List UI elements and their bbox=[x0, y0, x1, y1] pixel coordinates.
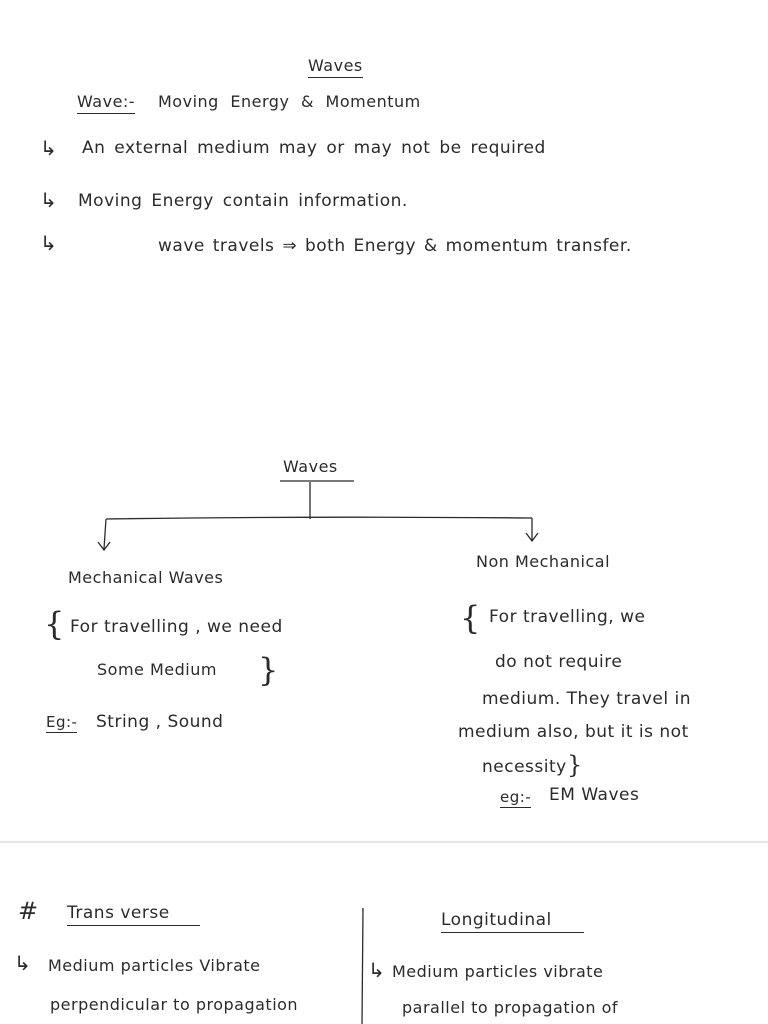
bullet-arrow: ↳ bbox=[40, 136, 58, 160]
column-divider bbox=[362, 908, 363, 1024]
longitudinal-line1: Medium particles vibrate bbox=[392, 962, 604, 981]
close-brace-icon: } bbox=[258, 651, 279, 689]
close-brace-icon: } bbox=[567, 751, 583, 779]
open-brace-icon: { bbox=[44, 605, 65, 643]
tree-root-label: Waves bbox=[283, 457, 338, 476]
bullet-arrow: ↳ bbox=[14, 951, 32, 975]
mechanical-example-text: String , Sound bbox=[96, 712, 224, 732]
mechanical-title: Mechanical Waves bbox=[68, 568, 224, 587]
transverse-line1: Medium particles Vibrate bbox=[48, 956, 261, 975]
left-branch-line bbox=[104, 519, 106, 549]
bullet-arrow: ↳ bbox=[40, 231, 58, 255]
non-mechanical-desc-line1: For travelling, we bbox=[489, 607, 646, 627]
definition-term: Wave:- bbox=[77, 92, 135, 114]
tree-branch bbox=[106, 517, 532, 519]
definition-text: Moving Energy & Momentum bbox=[158, 92, 421, 111]
mechanical-example-label: Eg:- bbox=[46, 713, 78, 731]
non-mechanical-desc-line4: medium also, but it is not bbox=[458, 722, 689, 742]
longitudinal-line2: parallel to propagation of bbox=[402, 998, 619, 1017]
non-mechanical-desc-line2: do not require bbox=[495, 652, 623, 672]
longitudinal-title: Longitudinal bbox=[441, 910, 584, 933]
open-brace-icon: { bbox=[460, 599, 481, 637]
page-title: Waves bbox=[308, 56, 363, 78]
bullet-arrow: ↳ bbox=[368, 958, 386, 982]
right-arrow-icon bbox=[526, 533, 538, 541]
bullet-text: wave travels ⇒ both Energy & momentum transfer. bbox=[158, 236, 632, 256]
bullet-text: Moving Energy contain information. bbox=[78, 191, 408, 211]
hash-marker: # bbox=[18, 897, 39, 925]
mechanical-desc-line1: For travelling , we need bbox=[70, 617, 283, 637]
non-mechanical-example-label: eg:- bbox=[500, 788, 532, 806]
bullet-text: An external medium may or may not be required bbox=[82, 138, 546, 158]
transverse-title: Trans verse bbox=[67, 903, 200, 926]
mechanical-desc-line2: Some Medium bbox=[97, 660, 217, 679]
bullet-arrow: ↳ bbox=[40, 188, 58, 212]
non-mechanical-example-text: EM Waves bbox=[549, 785, 640, 805]
non-mechanical-desc-line5: necessity bbox=[482, 757, 567, 777]
transverse-line2: perpendicular to propagation bbox=[50, 995, 299, 1014]
non-mechanical-title: Non Mechanical bbox=[476, 552, 611, 571]
left-arrow-icon bbox=[98, 542, 110, 550]
non-mechanical-desc-line3: medium. They travel in bbox=[482, 689, 691, 709]
